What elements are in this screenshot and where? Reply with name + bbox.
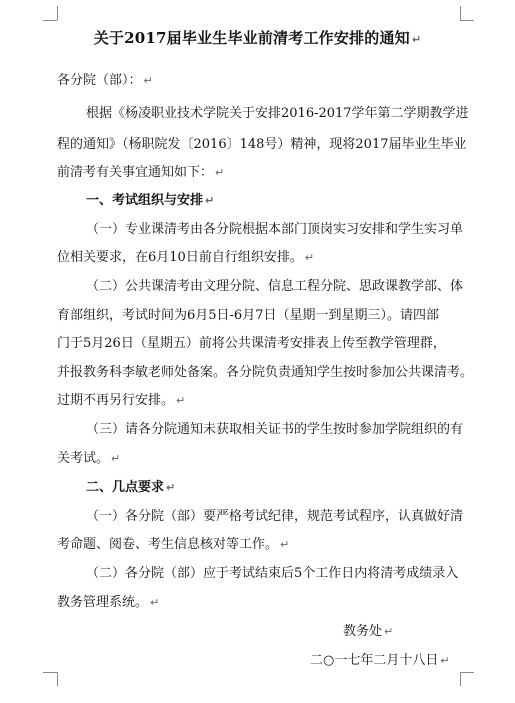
signature [343,624,393,640]
paragraph-line-text: 位相关要求，在6月10日前自行组织安排。 [57,250,303,265]
document-title [0,27,515,48]
paragraph-mark-icon: ↵ [384,625,394,638]
paragraph-line-text: 过期不再另行安排。 [57,393,175,408]
paragraph-line: （一）各分院（部）要严格考试纪律，规范考试程序，认真做好清 [86,509,464,524]
intro-line-text: 前清考有关事宜通知如下： [57,165,214,180]
paragraph-line-last [57,451,120,467]
section-heading [86,480,175,496]
intro-line: 程的通知》（杨职院发〔2016〕148号）精神，现将2017届毕业生毕业 [57,137,467,152]
paragraph-line: 育部组织，考试时间为6月5日-6月7日（星期一到星期三）。请四部 [57,308,439,323]
paragraph-line: 门于5月26日（星期五）前将公共课清考安排表上传至教学管理群， [57,336,446,351]
document-title-text: 关于2017届毕业生毕业前清考工作安排的通知 [93,29,410,47]
paragraph-line: （三）请各分院通知未获取相关证书的学生按时参加学院组织的有 [86,422,464,437]
paragraph-mark-icon: ↵ [176,394,186,407]
paragraph-mark-icon: ↵ [304,251,315,264]
paragraph-mark-icon: ↵ [205,194,215,207]
intro-line-last [57,165,224,181]
paragraph-line-last [57,595,159,611]
paragraph-mark-icon: ↵ [280,538,290,551]
paragraph-line: （二）各分院（部）应于考试结束后5个工作日内将清考成绩录入 [86,566,459,581]
paragraph-mark-icon: ↵ [150,596,160,609]
document-date-text: 二○一七年二月十八日 [310,653,439,668]
signature-text: 教务处 [343,624,383,639]
paragraph-line-text: 考命题、阅卷、考生信息核对等工作。 [57,537,279,552]
section-heading-text: 二、几点要求 [86,480,165,495]
paragraph-mark-icon: ↵ [111,452,121,465]
paragraph-line-last [57,537,289,553]
paragraph-mark-icon: ↵ [215,166,225,179]
paragraph-mark-icon: ↵ [440,654,450,667]
document-date [310,653,450,669]
intro-line: 根据《杨凌职业技术学院关于安排2016-2017学年第二学期教学进 [86,106,469,121]
paragraph-line-last [57,250,314,266]
paragraph-mark-icon: ↵ [143,74,153,87]
section-heading [86,193,214,209]
paragraph-line-text: 教务管理系统。 [57,595,149,610]
paragraph-line: 并报教务科李敏老师处备案。各分院负责通知学生按时参加公共课清考。 [57,365,474,380]
paragraph-line-text: 关考试。 [57,451,110,466]
salutation-text: 各分院（部）： [57,73,142,88]
paragraph-line: （一）专业课清考由各分院根据本部门顶岗实习安排和学生实习单 [86,222,464,237]
paragraph-line: （二）公共课清考由文理分院、信息工程分院、思政课教学部、体 [86,279,464,294]
paragraph-line-last [57,393,185,409]
salutation [57,73,153,89]
section-heading-text: 一、考试组织与安排 [86,193,204,208]
paragraph-mark-icon: ↵ [411,33,422,46]
paragraph-mark-icon: ↵ [166,481,176,494]
